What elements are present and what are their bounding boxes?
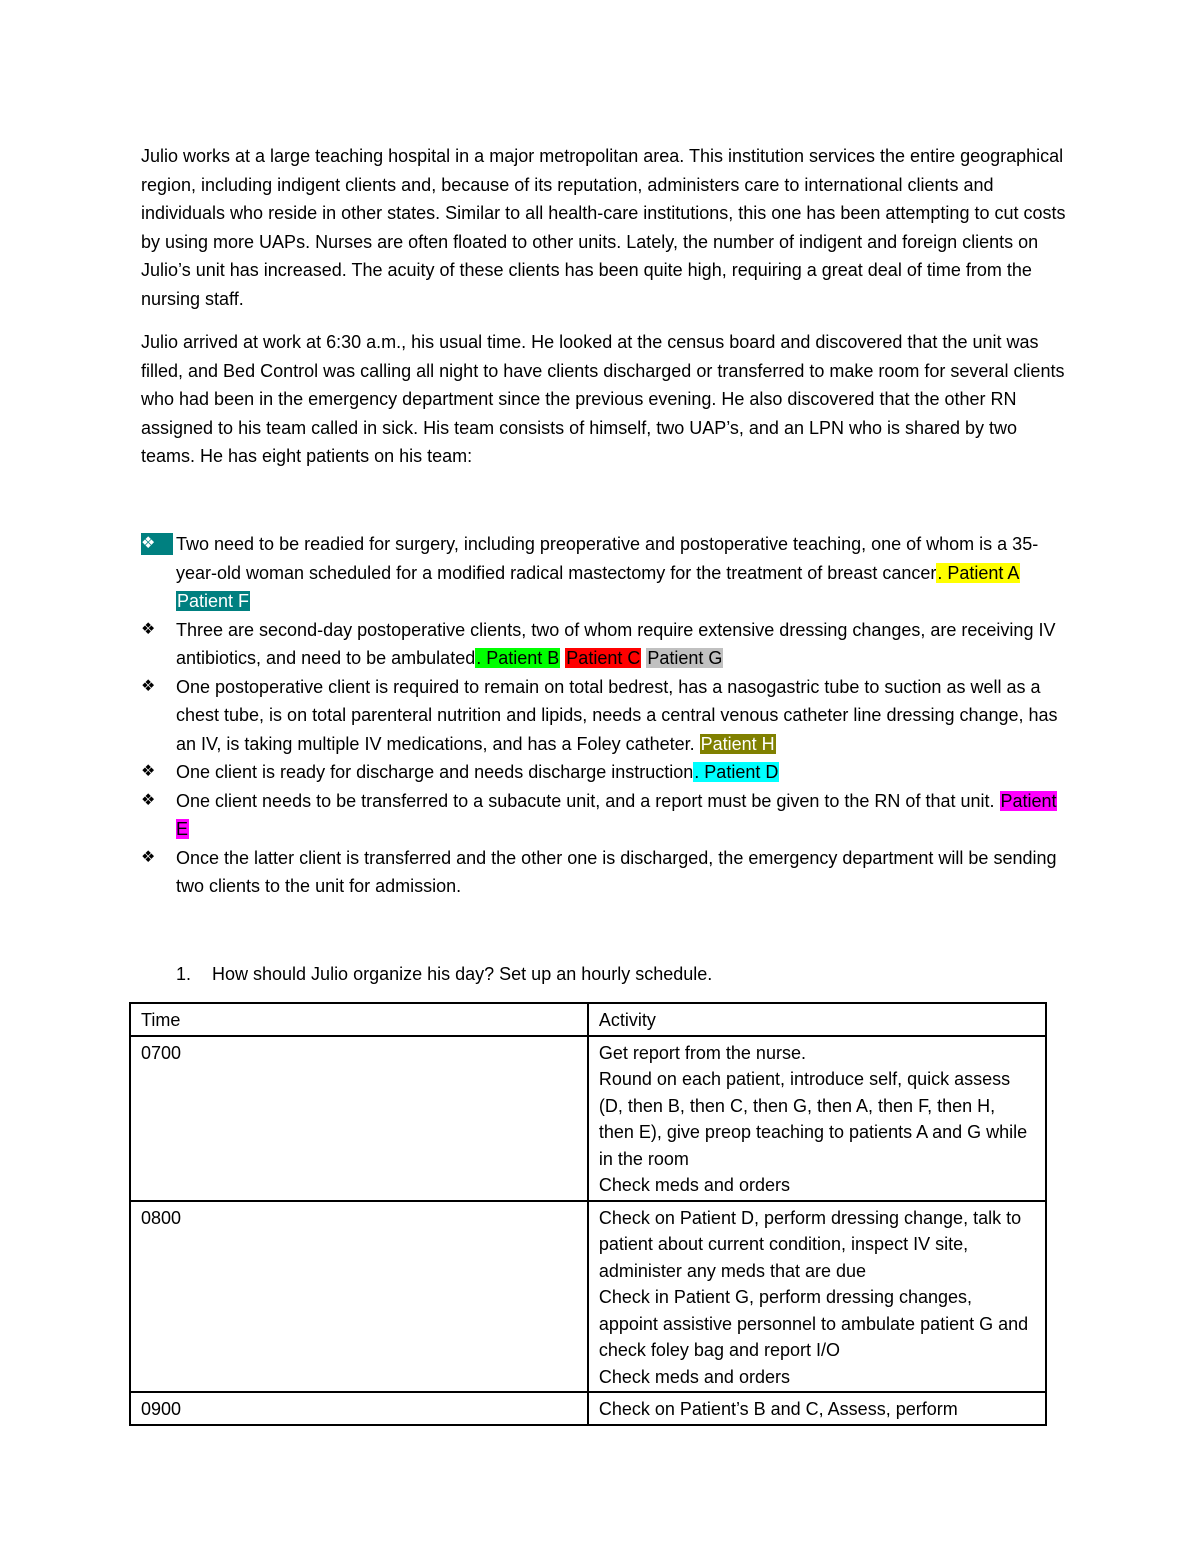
diamond-bullet-icon: ❖ [141, 533, 173, 555]
activity-line: Round on each patient, introduce self, quick assess (D, then B, then C, then G, then A, then F, then H, then E), give preop teaching to patients A and G while in the room [598, 1069, 1028, 1169]
table-row [130, 1201, 1046, 1393]
header-activity: Activity [588, 1003, 1046, 1036]
header-time: Time [130, 1003, 588, 1036]
patient-tag: . Patient D [694, 762, 779, 782]
activity-line: Check meds and orders [598, 1366, 790, 1387]
activity-cell [588, 1036, 1046, 1201]
diamond-bullet-icon: ❖ [141, 848, 156, 866]
schedule-table [129, 1002, 1047, 1426]
patient-list [141, 530, 1071, 901]
patient-tag: . Patient B [476, 648, 560, 668]
activity-cell [588, 1201, 1046, 1393]
activity-line: Check on Patient’s B and C, Assess, perform [598, 1399, 958, 1419]
patient-tag: Patient F [177, 591, 250, 611]
activity-line: Check meds and orders [598, 1175, 790, 1195]
patient-tag: Patient E [176, 790, 1057, 839]
diamond-bullet-icon: ❖ [141, 677, 156, 695]
question-text: How should Julio organize his day? Set up an hourly schedule. [212, 964, 713, 984]
table-row [130, 1392, 1046, 1425]
question-number: 1. [176, 964, 192, 984]
arrival-paragraph: Julio arrived at work at 6:30 a.m., his usual time. He looked at the census board and discovered that the unit was filled, and Bed Control was calling all night to have clients discharged or transferred to make room for several clients who had been in the emergency department since the previous evening. He also discovered that the other RN assigned to his team called in sick. His team consists of himself, two UAP’s, and an LPN who is shared by two teams. He has eight patients on his team: [141, 332, 1065, 466]
list-item [141, 787, 1071, 844]
activity-line: Get report from the nurse. [598, 1042, 806, 1063]
list-item [141, 673, 1071, 759]
time-cell: 0800 [130, 1201, 588, 1393]
list-item-text: Three are second-day postoperative clients, two of whom require extensive dressing changes, are receiving IV antibiotics, and need to be ambulated [176, 619, 1056, 668]
intro-paragraph: Julio works at a large teaching hospital in a major metropolitan area. This institution services the entire geographical region, including indigent clients and, because of its reputation, administers care to international clients and individuals who reside in other states. Similar to all health-care institutions, this one has been attempting to cut costs by using more UAPs. Nurses are often floated to other units. Lately, the number of indigent and foreign clients on Julio’s unit has increased. The acuity of these clients has been quite high, requiring a great deal of time from the nursing staff. [141, 146, 1066, 309]
activity-cell [588, 1392, 1046, 1425]
list-item-text: One postoperative client is required to remain on total bedrest, has a nasogastric tube to suction as well as a chest tube, is on total parenteral nutrition and lipids, needs a central venous catheter line dressing change, has an IV, is taking multiple IV medications, and has a Foley catheter. [176, 676, 1058, 754]
list-item [141, 616, 1071, 673]
table-header-row [130, 1003, 1046, 1036]
time-cell: 0900 [130, 1392, 588, 1425]
list-item-text: Once the latter client is transferred and the other one is discharged, the emergency department will be sending two clients to the unit for admission. [176, 847, 1057, 896]
patient-tag: Patient H [700, 733, 775, 754]
patient-tag: . Patient A [937, 562, 1020, 583]
diamond-bullet-icon: ❖ [141, 763, 156, 780]
activity-line: Check on Patient D, perform dressing change, talk to patient about current condition, inspect IV site, administer any meds that are due [598, 1207, 1022, 1281]
question-1 [176, 960, 712, 988]
diamond-bullet-icon: ❖ [141, 620, 156, 638]
table-row [130, 1036, 1046, 1201]
patient-tag: Patient G [647, 648, 723, 668]
list-item [141, 844, 1071, 901]
list-item-text: Two need to be readied for surgery, including preoperative and postoperative teaching, one of whom is a 35-year-old woman scheduled for a modified radical mastectomy for the treatment of breast cancer [176, 534, 1039, 583]
activity-line: Check in Patient G, perform dressing changes, appoint assistive personnel to ambulate patient G and check foley bag and report I/O [598, 1287, 1029, 1360]
time-cell: 0700 [130, 1036, 588, 1201]
list-item [141, 530, 1071, 616]
list-item [141, 758, 1071, 787]
list-item-text: One client is ready for discharge and needs discharge instruction [176, 762, 694, 782]
diamond-bullet-icon: ❖ [141, 791, 156, 809]
patient-tag: Patient C [566, 648, 641, 668]
list-item-text: One client needs to be transferred to a subacute unit, and a report must be given to the RN of that unit. [176, 790, 995, 811]
